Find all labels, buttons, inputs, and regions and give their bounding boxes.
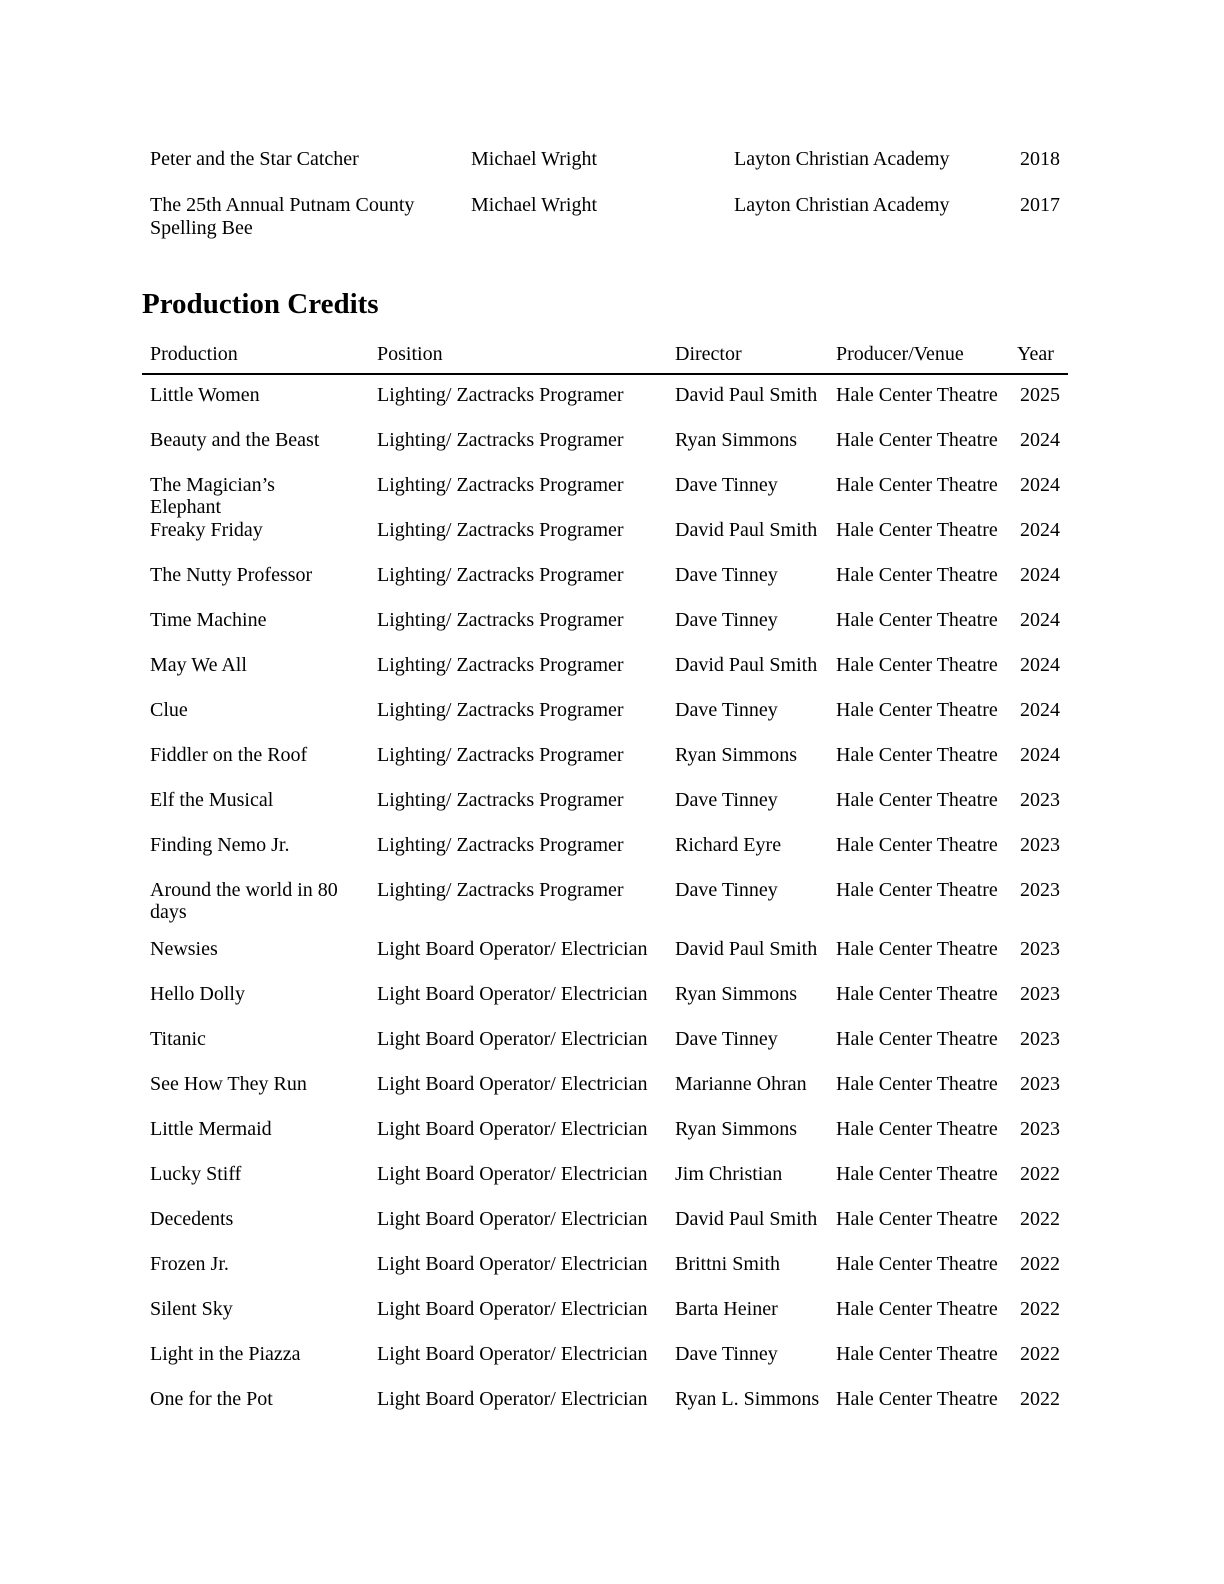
position-cell: Light Board Operator/ Electrician xyxy=(377,1208,648,1230)
table-row xyxy=(142,555,1068,600)
production-cell: Around the world in 80 days xyxy=(150,879,338,923)
production-cell: Frozen Jr. xyxy=(150,1253,229,1275)
table-row xyxy=(142,1289,1068,1334)
production-credits-table xyxy=(142,340,1068,1424)
production-cell: Newsies xyxy=(150,938,218,960)
venue-cell: Hale Center Theatre xyxy=(836,1118,998,1140)
venue-cell: Hale Center Theatre xyxy=(836,519,998,541)
director-cell: Ryan Simmons xyxy=(675,983,797,1005)
director-cell: Richard Eyre xyxy=(675,834,782,856)
director-cell: Dave Tinney xyxy=(675,564,778,586)
year-cell: 2024 xyxy=(1020,474,1060,496)
table-row xyxy=(142,1199,1068,1244)
year-cell: 2023 xyxy=(1020,879,1060,901)
venue-cell: Layton Christian Academy xyxy=(734,194,950,216)
year-cell: 2025 xyxy=(1020,384,1060,406)
director-cell: Ryan L. Simmons xyxy=(675,1388,820,1410)
production-cell: The 25th Annual Putnam County Spelling Bee xyxy=(150,194,415,239)
table-row xyxy=(142,780,1068,825)
year-cell: 2022 xyxy=(1020,1208,1060,1230)
table-row xyxy=(142,375,1068,420)
director-cell: Brittni Smith xyxy=(675,1253,781,1275)
position-cell: Lighting/ Zactracks Programer xyxy=(377,474,624,496)
production-cell: Elf the Musical xyxy=(150,789,274,811)
table-header xyxy=(142,340,1068,375)
position-cell: Lighting/ Zactracks Programer xyxy=(377,429,624,451)
position-cell: Light Board Operator/ Electrician xyxy=(377,1343,648,1365)
year-cell: 2024 xyxy=(1020,429,1060,451)
director-cell: Ryan Simmons xyxy=(675,744,797,766)
venue-cell: Hale Center Theatre xyxy=(836,474,998,496)
production-cell: Decedents xyxy=(150,1208,234,1230)
director-cell: Michael Wright xyxy=(471,194,598,216)
director-cell: Ryan Simmons xyxy=(675,429,797,451)
table-row xyxy=(150,194,1070,264)
venue-cell: Hale Center Theatre xyxy=(836,1343,998,1365)
position-cell: Lighting/ Zactracks Programer xyxy=(377,519,624,541)
year-cell: 2017 xyxy=(1020,194,1060,216)
director-cell: Dave Tinney xyxy=(675,789,778,811)
venue-cell: Hale Center Theatre xyxy=(836,1073,998,1095)
venue-cell: Hale Center Theatre xyxy=(836,834,998,856)
director-cell: David Paul Smith xyxy=(675,938,818,960)
table-row xyxy=(142,974,1068,1019)
production-cell: The Magician’s Elephant xyxy=(150,474,275,518)
year-cell: 2018 xyxy=(1020,148,1060,170)
position-cell: Light Board Operator/ Electrician xyxy=(377,1298,648,1320)
director-cell: Dave Tinney xyxy=(675,474,778,496)
venue-cell: Hale Center Theatre xyxy=(836,879,998,901)
table-row xyxy=(142,690,1068,735)
director-cell: David Paul Smith xyxy=(675,384,818,406)
production-cell: Freaky Friday xyxy=(150,519,263,541)
production-cell: Little Mermaid xyxy=(150,1118,272,1140)
column-header-year: Year xyxy=(1017,343,1054,365)
venue-cell: Hale Center Theatre xyxy=(836,1163,998,1185)
position-cell: Light Board Operator/ Electrician xyxy=(377,938,648,960)
director-cell: David Paul Smith xyxy=(675,654,818,676)
venue-cell: Layton Christian Academy xyxy=(734,148,950,170)
table-row xyxy=(142,825,1068,870)
position-cell: Light Board Operator/ Electrician xyxy=(377,1253,648,1275)
venue-cell: Hale Center Theatre xyxy=(836,699,998,721)
production-cell: Finding Nemo Jr. xyxy=(150,834,290,856)
table-row xyxy=(142,1244,1068,1289)
venue-cell: Hale Center Theatre xyxy=(836,1388,998,1410)
production-cell: Time Machine xyxy=(150,609,267,631)
production-cell: Clue xyxy=(150,699,188,721)
production-cell: Light in the Piazza xyxy=(150,1343,301,1365)
position-cell: Light Board Operator/ Electrician xyxy=(377,1073,648,1095)
production-cell: Lucky Stiff xyxy=(150,1163,242,1185)
position-cell: Lighting/ Zactracks Programer xyxy=(377,654,624,676)
production-cell: The Nutty Professor xyxy=(150,564,313,586)
year-cell: 2024 xyxy=(1020,699,1060,721)
director-cell: Jim Christian xyxy=(675,1163,783,1185)
previous-credits-table xyxy=(150,148,1070,264)
table-row xyxy=(142,870,1068,929)
venue-cell: Hale Center Theatre xyxy=(836,609,998,631)
table-row xyxy=(142,600,1068,645)
table-row xyxy=(142,735,1068,780)
year-cell: 2023 xyxy=(1020,789,1060,811)
table-row xyxy=(142,1019,1068,1064)
venue-cell: Hale Center Theatre xyxy=(836,983,998,1005)
year-cell: 2024 xyxy=(1020,654,1060,676)
position-cell: Light Board Operator/ Electrician xyxy=(377,1118,648,1140)
table-row xyxy=(150,148,1070,194)
column-header-production: Production xyxy=(150,343,238,365)
table-row xyxy=(142,1109,1068,1154)
table-row xyxy=(142,510,1068,555)
venue-cell: Hale Center Theatre xyxy=(836,744,998,766)
table-row xyxy=(142,465,1068,518)
column-header-venue: Producer/Venue xyxy=(836,343,964,365)
position-cell: Lighting/ Zactracks Programer xyxy=(377,789,624,811)
year-cell: 2024 xyxy=(1020,519,1060,541)
year-cell: 2022 xyxy=(1020,1298,1060,1320)
venue-cell: Hale Center Theatre xyxy=(836,1298,998,1320)
production-cell: See How They Run xyxy=(150,1073,307,1095)
director-cell: Dave Tinney xyxy=(675,609,778,631)
position-cell: Light Board Operator/ Electrician xyxy=(377,1028,648,1050)
year-cell: 2022 xyxy=(1020,1343,1060,1365)
production-cell: Silent Sky xyxy=(150,1298,233,1320)
director-cell: Michael Wright xyxy=(471,148,598,170)
year-cell: 2023 xyxy=(1020,983,1060,1005)
director-cell: Marianne Ohran xyxy=(675,1073,807,1095)
table-row xyxy=(142,1334,1068,1379)
table-row xyxy=(142,420,1068,465)
table-row xyxy=(142,1379,1068,1424)
venue-cell: Hale Center Theatre xyxy=(836,789,998,811)
production-cell: Little Women xyxy=(150,384,260,406)
position-cell: Lighting/ Zactracks Programer xyxy=(377,609,624,631)
year-cell: 2024 xyxy=(1020,609,1060,631)
year-cell: 2023 xyxy=(1020,834,1060,856)
position-cell: Lighting/ Zactracks Programer xyxy=(377,744,624,766)
year-cell: 2023 xyxy=(1020,1118,1060,1140)
director-cell: David Paul Smith xyxy=(675,519,818,541)
director-cell: Barta Heiner xyxy=(675,1298,778,1320)
production-cell: Peter and the Star Catcher xyxy=(150,148,359,170)
venue-cell: Hale Center Theatre xyxy=(836,429,998,451)
column-header-position: Position xyxy=(377,343,443,365)
director-cell: David Paul Smith xyxy=(675,1208,818,1230)
director-cell: Dave Tinney xyxy=(675,879,778,901)
director-cell: Ryan Simmons xyxy=(675,1118,797,1140)
year-cell: 2024 xyxy=(1020,744,1060,766)
position-cell: Light Board Operator/ Electrician xyxy=(377,1388,648,1410)
position-cell: Light Board Operator/ Electrician xyxy=(377,1163,648,1185)
production-cell: Beauty and the Beast xyxy=(150,429,320,451)
position-cell: Lighting/ Zactracks Programer xyxy=(377,564,624,586)
venue-cell: Hale Center Theatre xyxy=(836,938,998,960)
venue-cell: Hale Center Theatre xyxy=(836,654,998,676)
director-cell: Dave Tinney xyxy=(675,1343,778,1365)
position-cell: Lighting/ Zactracks Programer xyxy=(377,834,624,856)
position-cell: Lighting/ Zactracks Programer xyxy=(377,699,624,721)
year-cell: 2022 xyxy=(1020,1253,1060,1275)
position-cell: Light Board Operator/ Electrician xyxy=(377,983,648,1005)
table-row xyxy=(142,1064,1068,1109)
year-cell: 2024 xyxy=(1020,564,1060,586)
venue-cell: Hale Center Theatre xyxy=(836,564,998,586)
production-cell: One for the Pot xyxy=(150,1388,273,1410)
director-cell: Dave Tinney xyxy=(675,699,778,721)
director-cell: Dave Tinney xyxy=(675,1028,778,1050)
year-cell: 2022 xyxy=(1020,1388,1060,1410)
venue-cell: Hale Center Theatre xyxy=(836,384,998,406)
year-cell: 2022 xyxy=(1020,1163,1060,1185)
production-cell: Fiddler on the Roof xyxy=(150,744,308,766)
venue-cell: Hale Center Theatre xyxy=(836,1028,998,1050)
position-cell: Lighting/ Zactracks Programer xyxy=(377,879,624,901)
venue-cell: Hale Center Theatre xyxy=(836,1253,998,1275)
table-row xyxy=(142,1154,1068,1199)
table-row xyxy=(142,645,1068,690)
production-cell: Hello Dolly xyxy=(150,983,245,1005)
year-cell: 2023 xyxy=(1020,938,1060,960)
venue-cell: Hale Center Theatre xyxy=(836,1208,998,1230)
production-cell: May We All xyxy=(150,654,247,676)
year-cell: 2023 xyxy=(1020,1073,1060,1095)
table-row xyxy=(142,929,1068,974)
column-header-director: Director xyxy=(675,343,742,365)
production-cell: Titanic xyxy=(150,1028,206,1050)
year-cell: 2023 xyxy=(1020,1028,1060,1050)
position-cell: Lighting/ Zactracks Programer xyxy=(377,384,624,406)
section-heading: Production Credits xyxy=(142,288,379,320)
